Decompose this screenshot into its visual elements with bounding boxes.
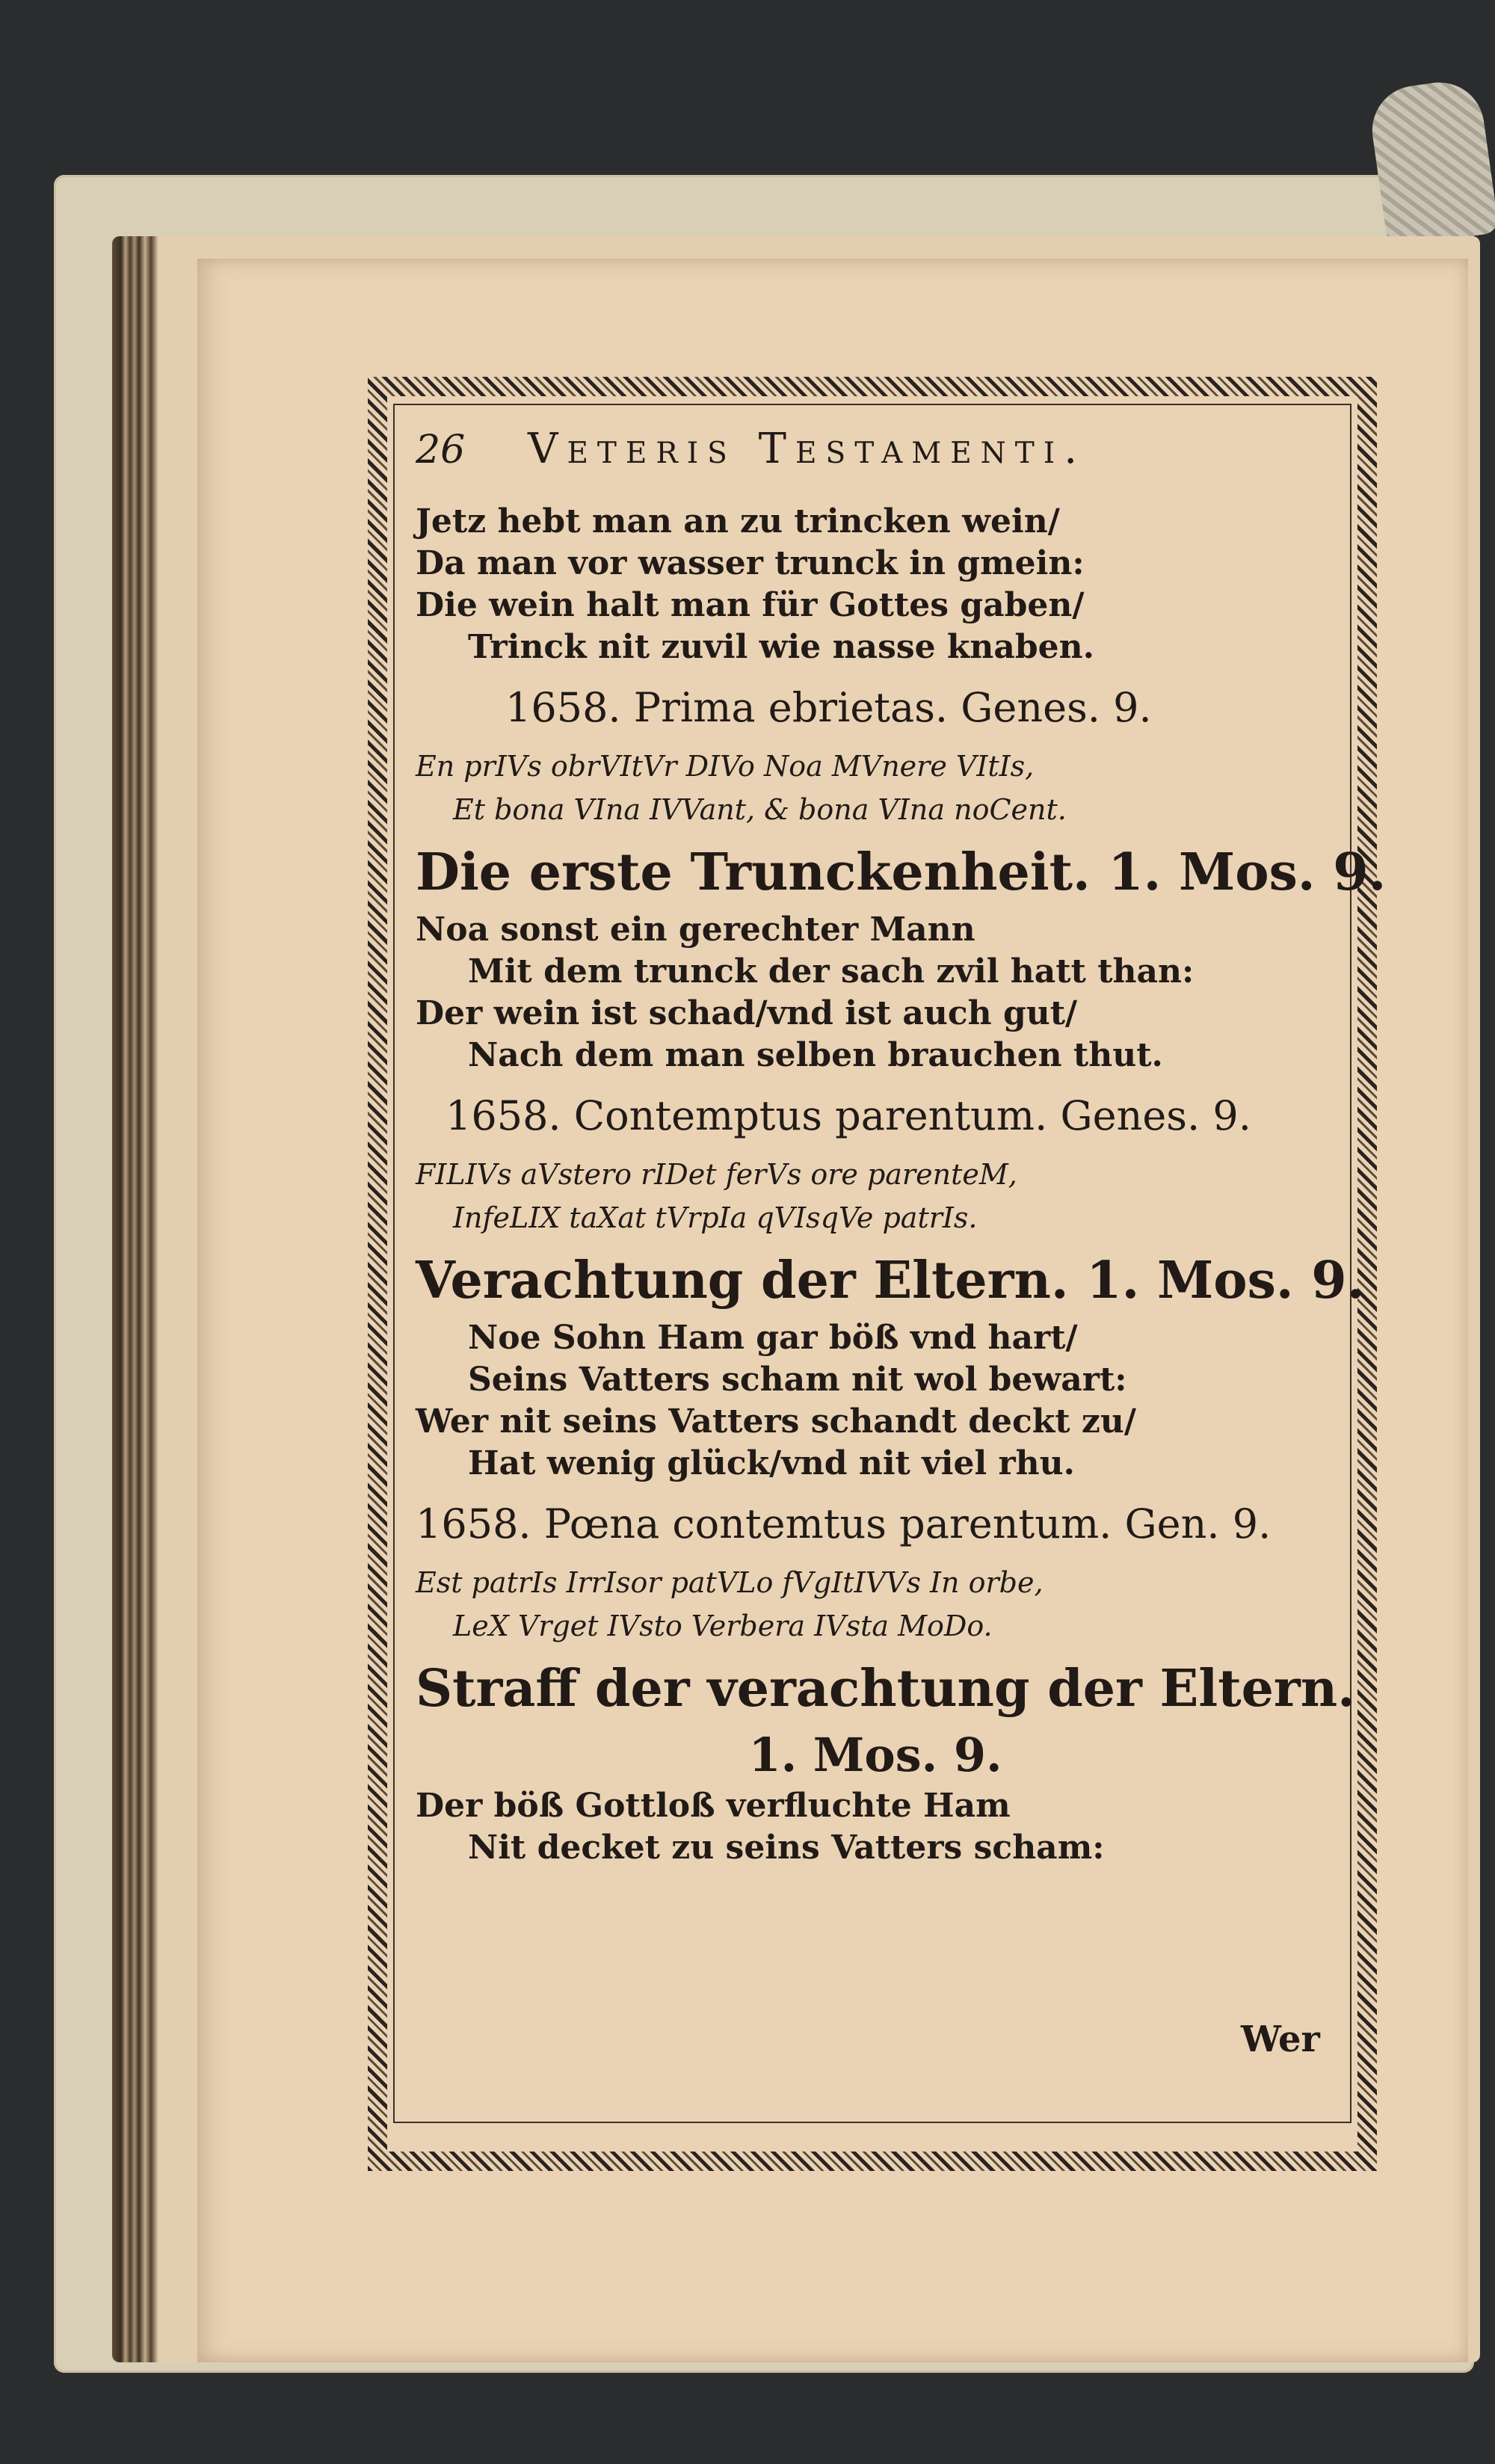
chronogram-line: InfeLIX taXat tVrpIa qVIsqVe patrIs. xyxy=(453,1201,978,1234)
chronogram-line: Et bona VIna IVVant, & bona VIna noCent. xyxy=(453,793,1067,826)
german-heading: Die erste Trunckenheit. 1. Mos. 9. xyxy=(416,843,1387,902)
page-number: 26 xyxy=(416,428,466,472)
chronogram-line: En prIVs obrVItVr DIVo Noa MVnere VItIs, xyxy=(416,750,1035,783)
latin-heading: 1658. Contemptus parentum. Genes. 9. xyxy=(446,1092,1251,1139)
verse-line: Seins Vatters scham nit wol bewart: xyxy=(468,1361,1127,1399)
chronogram-line: FILIVs aVstero rIDet ferVs ore parenteM, xyxy=(416,1158,1017,1191)
chronogram-line: Est patrIs IrrIsor patVLo fVgItIVVs In orbe, xyxy=(416,1566,1044,1599)
german-heading: Straff der verachtung der Eltern. xyxy=(416,1659,1355,1719)
verse-line: Nach dem man selben brauchen thut. xyxy=(468,1036,1163,1074)
verse-line: Hat wenig glück/vnd nit viel rhu. xyxy=(468,1444,1075,1482)
verse-line: Da man vor wasser trunck in gmein: xyxy=(416,544,1085,582)
bookmark-ribbon xyxy=(1366,77,1495,248)
verse-line: Noe Sohn Ham gar böß vnd hart/ xyxy=(468,1319,1078,1357)
verse-line: Der wein ist schad/vnd ist auch gut/ xyxy=(416,994,1078,1032)
latin-heading: 1658. Prima ebrietas. Genes. 9. xyxy=(505,684,1152,731)
german-heading: Verachtung der Eltern. 1. Mos. 9. xyxy=(416,1251,1365,1310)
verse-block xyxy=(416,1317,1335,1485)
chronogram-line: LeX Vrget IVsto Verbera IVsta MoDo. xyxy=(453,1610,993,1642)
verse-line: Noa sonst ein gerechter Mann xyxy=(416,911,975,949)
latin-heading: 1658. Pœna contemtus parentum. Gen. 9. xyxy=(416,1500,1271,1547)
verse-line: Nit decket zu seins Vatters scham: xyxy=(468,1829,1105,1867)
verse-line: Mit dem trunck der sach zvil hatt than: xyxy=(468,952,1195,991)
verse-line: Wer nit seins Vatters schandt deckt zu/ xyxy=(416,1402,1136,1441)
verse-line: Trinck nit zuvil wie nasse knaben. xyxy=(468,628,1094,666)
verse-line: Der böß Gottloß verfluchte Ham xyxy=(416,1787,1011,1825)
verse-line: Die wein halt man für Gottes gaben/ xyxy=(416,586,1085,624)
page-text xyxy=(416,419,1387,1869)
catchword: Wer xyxy=(1241,2018,1320,2060)
verse-line: Jetz hebt man an zu trincken wein/ xyxy=(416,502,1060,540)
verse-block xyxy=(416,909,1335,1077)
running-title: Veteris Testamenti. xyxy=(528,425,1087,473)
verse-block xyxy=(416,1785,1335,1869)
page-header xyxy=(416,419,1335,501)
german-subheading: 1. Mos. 9. xyxy=(748,1728,1002,1782)
verse-block xyxy=(416,501,1335,668)
